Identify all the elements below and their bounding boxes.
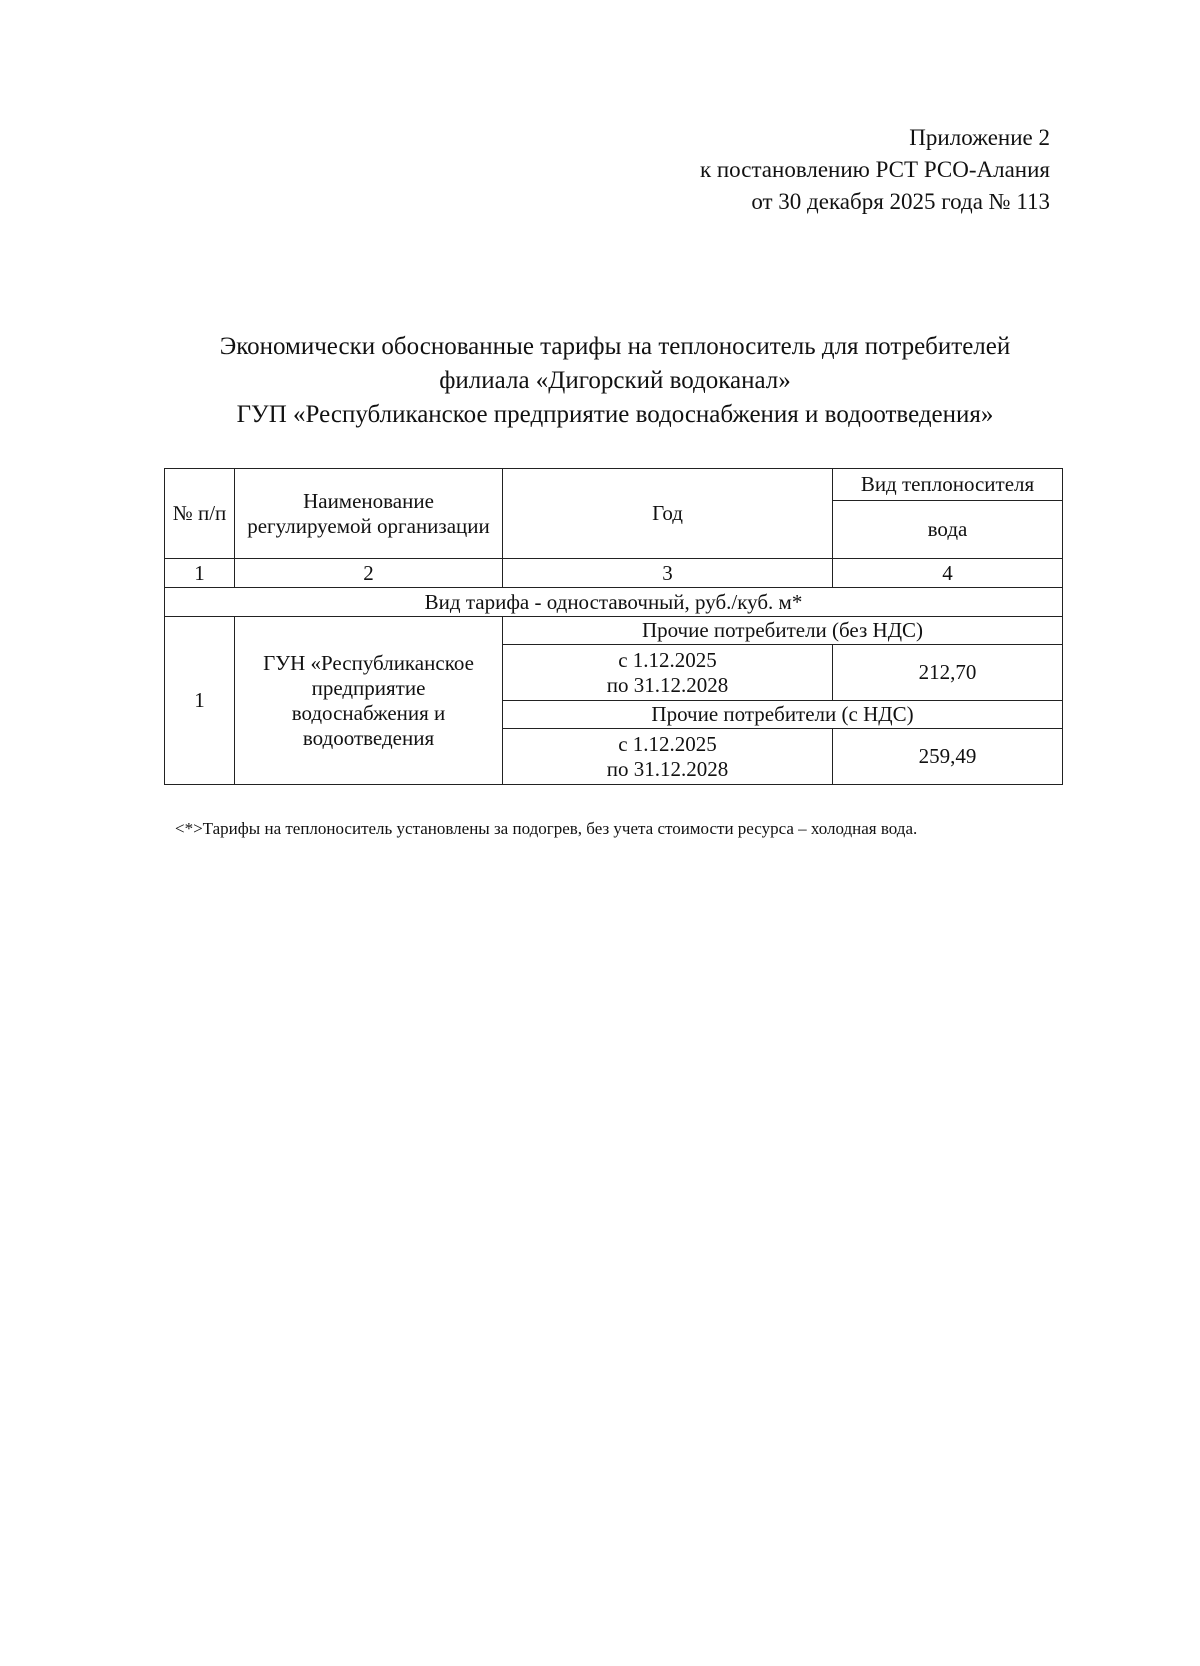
footnote: <*>Тарифы на теплоноситель установлены за подогрев, без учета стоимости ресурса – холодная вода. [175,819,918,838]
column-numbers-row [165,559,1063,588]
period-from: с 1.12.2025 [618,647,717,672]
tariff-value: 259,49 [833,729,1063,785]
document-title [160,330,1070,432]
appendix-header [700,122,1050,218]
column-number: 3 [503,559,833,588]
period-cell [503,729,833,785]
tariff-type-row: Вид тарифа - одноставочный, руб./куб. м* [165,588,1063,617]
header-organization: Наименование регулируемой организации [235,469,503,559]
consumer-group-with-vat: Прочие потребители (с НДС) [503,701,1063,729]
organization-name: ГУН «Республиканское предприятие водоснабжения и водоотведения [235,617,503,785]
title-line-3: ГУП «Республиканское предприятие водоснабжения и водоотведения» [236,401,994,428]
tariff-table [164,468,1063,785]
period-from: с 1.12.2025 [618,731,717,756]
period-to: по 31.12.2028 [606,756,729,781]
period-cell [503,645,833,701]
column-number: 4 [833,559,1063,588]
column-number: 1 [165,559,235,588]
appendix-number: Приложение 2 [909,125,1050,150]
header-number: № п/п [165,469,235,559]
title-line-1: Экономически обоснованные тарифы на теплоноситель для потребителей [219,333,1011,360]
header-carrier: вода [833,501,1063,559]
column-number: 2 [235,559,503,588]
period-to: по 31.12.2028 [606,672,729,697]
appendix-resolution: к постановлению РСТ РСО-Алания [699,157,1050,182]
tariff-value: 212,70 [833,645,1063,701]
header-year: Год [503,469,833,559]
consumer-group-no-vat: Прочие потребители (без НДС) [503,617,1063,645]
row-number: 1 [165,617,235,785]
appendix-date: от 30 декабря 2025 года № 113 [751,189,1050,214]
title-line-2: филиала «Дигорский водоканал» [439,367,791,394]
header-carrier-type: Вид теплоносителя [833,469,1063,501]
